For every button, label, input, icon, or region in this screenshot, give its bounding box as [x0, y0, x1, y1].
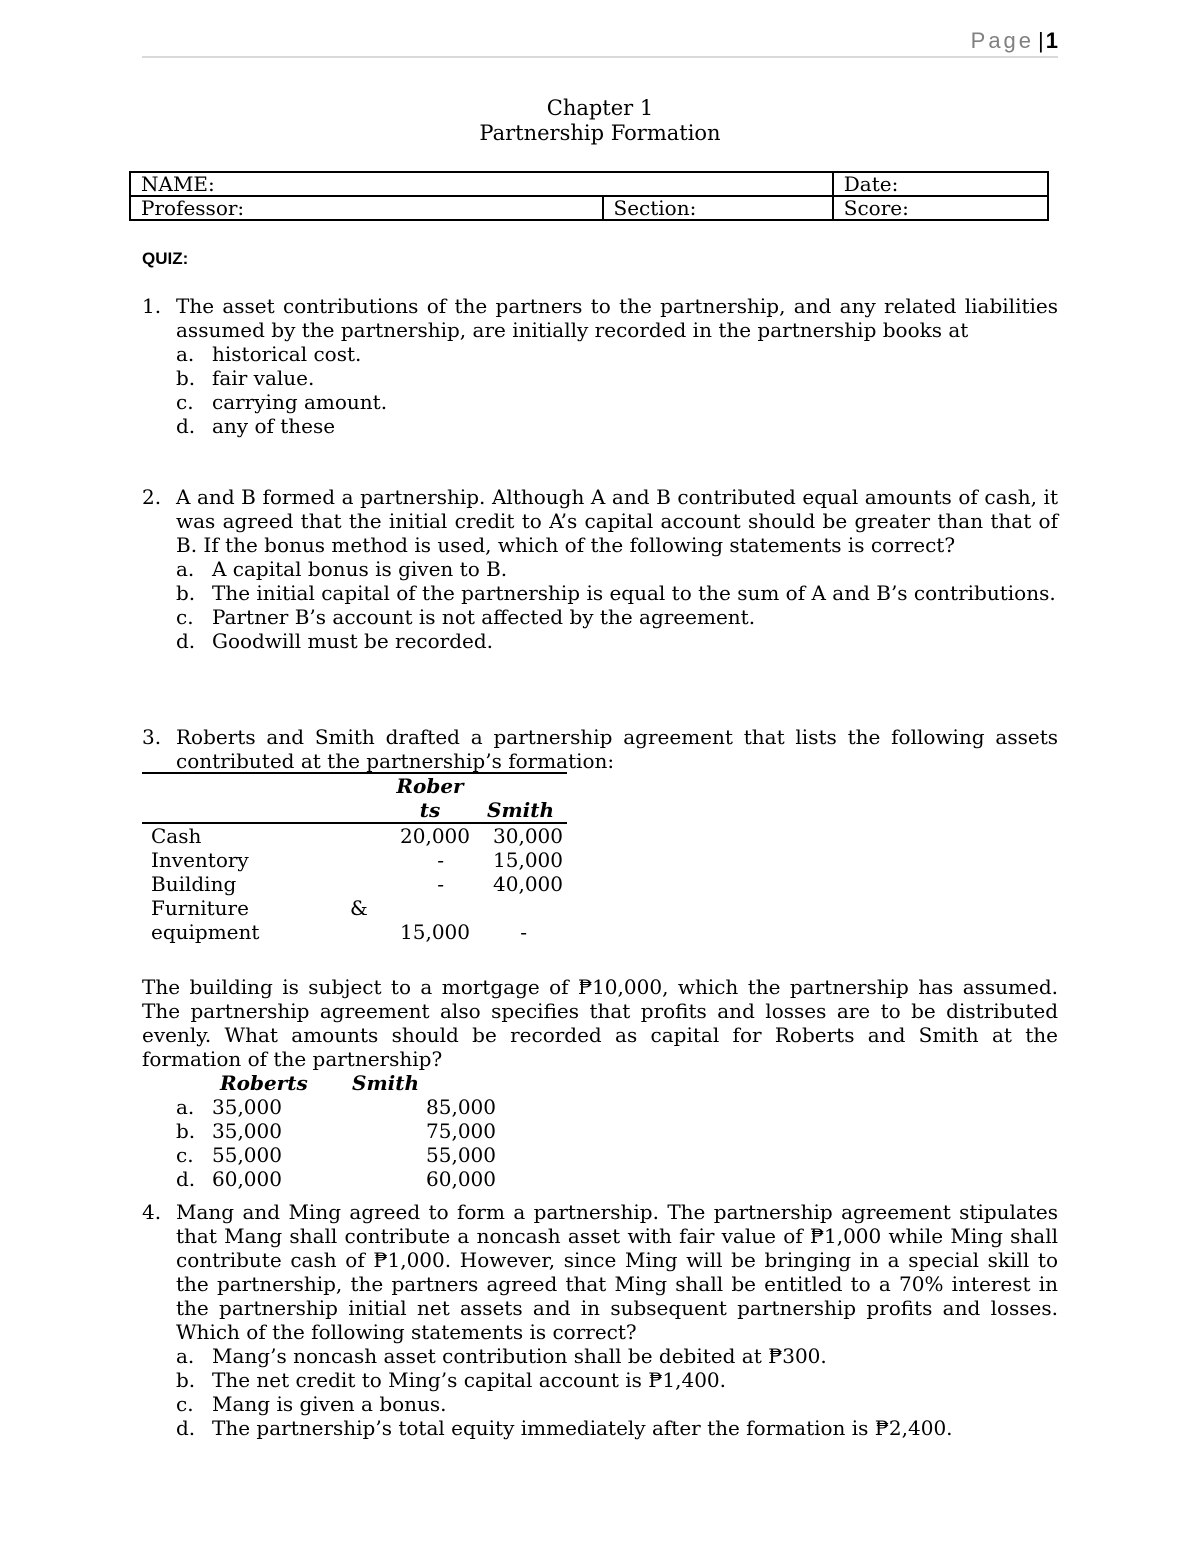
question-number: 2. — [142, 485, 162, 509]
option-text: any of these — [212, 414, 336, 438]
option-text: Partner B’s account is not affected by the agreement. — [212, 605, 756, 629]
option-a — [176, 557, 1058, 581]
option-b — [176, 581, 1058, 605]
row-amp — [350, 848, 386, 872]
option-c — [176, 605, 1058, 629]
section-field: Section: — [603, 196, 833, 220]
table-row — [142, 872, 567, 896]
contributed-assets-table — [142, 772, 567, 944]
row-roberts — [386, 896, 474, 920]
option-letter: b. — [176, 366, 196, 390]
row-label: Furniture — [151, 896, 249, 920]
page-number — [971, 28, 1058, 54]
row-smith: 40,000 — [493, 872, 563, 896]
row-smith: 15,000 — [493, 848, 563, 872]
quiz-label: QUIZ: — [142, 249, 189, 268]
choice-letter: d. — [176, 1167, 196, 1191]
title-block — [0, 96, 1200, 146]
score-field: Score: — [833, 196, 1048, 220]
choice-smith: 60,000 — [426, 1167, 496, 1191]
page-separator: | — [1038, 28, 1044, 53]
row-roberts: 15,000 — [400, 920, 470, 944]
row-roberts: 20,000 — [386, 823, 474, 848]
page-number-value: 1 — [1045, 28, 1058, 53]
header-blank — [142, 773, 350, 823]
option-letter: c. — [176, 390, 194, 414]
choice-smith: 85,000 — [426, 1095, 496, 1119]
row-label: Inventory — [151, 848, 249, 872]
row-label: equipment — [151, 920, 260, 944]
option-b — [176, 1368, 1058, 1392]
option-letter: d. — [176, 629, 196, 653]
choice-roberts: 35,000 — [212, 1119, 282, 1143]
topic-title: Partnership Formation — [479, 121, 721, 145]
row-roberts: - — [437, 872, 444, 896]
option-letter: a. — [176, 342, 195, 366]
row-smith: 30,000 — [474, 823, 567, 848]
option-d — [176, 1416, 1058, 1440]
page-label: Page — [970, 28, 1035, 53]
option-d — [176, 414, 1058, 438]
option-letter: c. — [176, 605, 194, 629]
question-number: 4. — [142, 1200, 162, 1224]
option-letter: d. — [176, 414, 196, 438]
option-text: carrying amount. — [212, 390, 388, 414]
choice-letter: b. — [176, 1119, 196, 1143]
student-info-table — [129, 171, 1049, 221]
choice-roberts: 55,000 — [212, 1143, 282, 1167]
choice-roberts: 60,000 — [212, 1167, 282, 1191]
option-letter: a. — [176, 557, 195, 581]
header-roberts — [386, 773, 474, 823]
option-c — [176, 1392, 1058, 1416]
row-smith — [474, 896, 567, 920]
question-3 — [142, 725, 1058, 773]
choice-head-roberts: Roberts — [220, 1071, 308, 1095]
option-text: A capital bonus is given to B. — [212, 557, 508, 581]
choice-smith: 55,000 — [426, 1143, 496, 1167]
row-amp: & — [350, 896, 368, 920]
header-blank — [350, 773, 386, 823]
question-number: 3. — [142, 725, 162, 749]
row-amp — [350, 920, 386, 944]
table-row — [142, 896, 567, 920]
option-text: Goodwill must be recorded. — [212, 629, 494, 653]
row-smith: - — [520, 920, 527, 944]
row-amp — [350, 823, 386, 848]
table-row — [142, 823, 567, 848]
option-c — [176, 390, 1058, 414]
choice-letter: c. — [176, 1143, 194, 1167]
option-letter: b. — [176, 1368, 196, 1392]
option-b — [176, 366, 1058, 390]
page-header — [142, 24, 1058, 58]
option-text: Mang is given a bonus. — [212, 1392, 447, 1416]
header-smith: Smith — [474, 773, 567, 823]
question-stem: Mang and Ming agreed to form a partnership. The partnership agreement stipulates that Mang shall contribute a noncash asset with fair value of ₱1,000 while Ming shall contribute cash of ₱1,000. However, since Ming will be bringing in a special skill to the partnership, the partners agreed that Ming shall be entitled to a 70% interest in the partnership initial net assets and in subsequent partnership profits and losses. Which of the following statements is correct? — [176, 1200, 1058, 1344]
question-1 — [142, 294, 1058, 438]
chapter-title: Chapter 1 — [546, 96, 654, 120]
header-roberts-line1: Rober — [396, 774, 464, 798]
option-text: The partnership’s total equity immediately after the formation is ₱2,400. — [212, 1416, 953, 1440]
row-label: Building — [151, 872, 237, 896]
option-letter: b. — [176, 581, 196, 605]
question-stem: Roberts and Smith drafted a partnership agreement that lists the following assets contributed at the partnership’s formation: — [176, 725, 1058, 773]
option-letter: a. — [176, 1344, 195, 1368]
option-letter: d. — [176, 1416, 196, 1440]
choice-head-smith: Smith — [352, 1071, 419, 1095]
question-number: 1. — [142, 294, 162, 318]
question-stem: A and B formed a partnership. Although A and B contributed equal amounts of cash, it was agreed that the initial credit to A’s capital account should be greater than that of B. If the bonus method is used, which of the following statements is correct? — [176, 485, 1058, 557]
header-roberts-line2: ts — [419, 798, 441, 822]
row-label: Cash — [142, 823, 350, 848]
name-field: NAME: — [130, 172, 833, 196]
question-4 — [142, 1200, 1058, 1440]
option-letter: c. — [176, 1392, 194, 1416]
choice-smith: 75,000 — [426, 1119, 496, 1143]
row-amp — [350, 872, 386, 896]
option-text: fair value. — [212, 366, 315, 390]
option-text: historical cost. — [212, 342, 362, 366]
professor-field: Professor: — [130, 196, 603, 220]
table-row — [142, 848, 567, 872]
choice-roberts: 35,000 — [212, 1095, 282, 1119]
question-2 — [142, 485, 1058, 653]
choice-letter: a. — [176, 1095, 195, 1119]
table-row — [142, 920, 567, 944]
date-field: Date: — [833, 172, 1048, 196]
option-text: The net credit to Ming’s capital account is ₱1,400. — [212, 1368, 727, 1392]
option-d — [176, 629, 1058, 653]
question-3-paragraph: The building is subject to a mortgage of ₱10,000, which the partnership has assumed. The partnership agreement also specifies that profits and losses are to be distributed evenly. What amounts should be recorded as capital for Roberts and Smith at the formation of the partnership? — [142, 975, 1058, 1071]
option-text: The initial capital of the partnership is equal to the sum of A and B’s contributions. — [212, 581, 1056, 605]
question-stem: The asset contributions of the partners to the partnership, and any related liabilities assumed by the partnership, are initially recorded in the partnership books at — [176, 294, 1058, 342]
row-roberts: - — [437, 848, 444, 872]
option-text: Mang’s noncash asset contribution shall be debited at ₱300. — [212, 1344, 827, 1368]
option-a — [176, 1344, 1058, 1368]
option-a — [176, 342, 1058, 366]
